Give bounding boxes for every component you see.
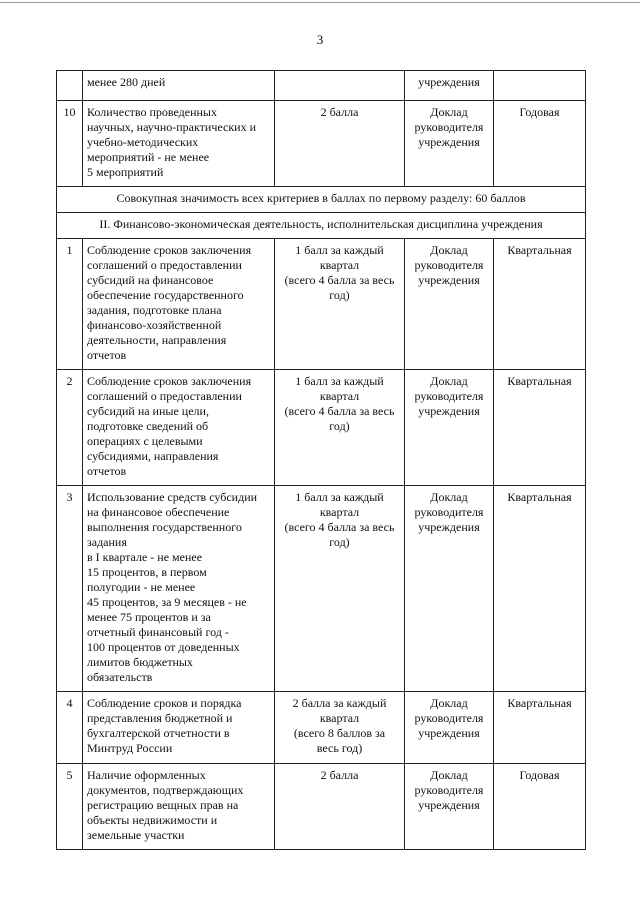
criterion-source: учреждения <box>405 71 494 101</box>
criterion-name: Соблюдение сроков заключения соглашений о предоставлении субсидий на иные цели, подготовке сведений об операциях с целевыми субсидиями, направления отчетов <box>83 370 275 486</box>
section2-title: II. Финансово-экономическая деятельность, исполнительская дисциплина учреждения <box>57 213 586 239</box>
criterion-score: 2 балла <box>275 764 405 850</box>
criterion-source: Доклад руководителя учреждения <box>405 239 494 370</box>
section1-total: Совокупная значимость всех критериев в баллах по первому разделу: 60 баллов <box>57 187 586 213</box>
row-number: 10 <box>57 101 83 187</box>
criterion-source: Доклад руководителя учреждения <box>405 486 494 692</box>
criterion-period: Квартальная <box>494 486 586 692</box>
table-row <box>57 692 586 764</box>
criterion-period: Годовая <box>494 764 586 850</box>
criterion-name: Соблюдение сроков и порядка представления бюджетной и бухгалтерской отчетности в Минтруд России <box>83 692 275 764</box>
criterion-period <box>494 71 586 101</box>
criteria-table <box>56 70 586 850</box>
row-number: 3 <box>57 486 83 692</box>
criterion-source: Доклад руководителя учреждения <box>405 764 494 850</box>
criterion-score: 1 балл за каждый квартал (всего 4 балла за весь год) <box>275 486 405 692</box>
table-row <box>57 239 586 370</box>
top-rule <box>0 2 640 3</box>
table-row <box>57 486 586 692</box>
criterion-name: Количество проведенных научных, научно-практических и учебно-методических мероприятий - не менее 5 мероприятий <box>83 101 275 187</box>
criterion-period: Годовая <box>494 101 586 187</box>
criterion-name: Наличие оформленных документов, подтверждающих регистрацию вещных прав на объекты недвижимости и земельные участки <box>83 764 275 850</box>
criterion-score: 1 балл за каждый квартал (всего 4 балла за весь год) <box>275 239 405 370</box>
criterion-name: менее 280 дней <box>83 71 275 101</box>
criterion-source: Доклад руководителя учреждения <box>405 101 494 187</box>
row-number: 5 <box>57 764 83 850</box>
table-row <box>57 370 586 486</box>
criterion-score <box>275 71 405 101</box>
criterion-period: Квартальная <box>494 239 586 370</box>
criterion-source: Доклад руководителя учреждения <box>405 692 494 764</box>
table-row <box>57 101 586 187</box>
criterion-score: 2 балла за каждый квартал (всего 8 баллов за весь год) <box>275 692 405 764</box>
row-number: 4 <box>57 692 83 764</box>
criterion-name: Использование средств субсидии на финансовое обеспечение выполнения государственного задания в I квартале - не менее 15 процентов, в первом полугодии - не менее 45 процентов, за 9 месяцев - не менее 75 процентов и за отчетный финансовый год - 100 процентов от доведенных лимитов бюджетных обязательств <box>83 486 275 692</box>
criterion-score: 2 балла <box>275 101 405 187</box>
page-number: 3 <box>316 32 324 47</box>
row-number: 1 <box>57 239 83 370</box>
row-number: 2 <box>57 370 83 486</box>
criterion-name: Соблюдение сроков заключения соглашений о предоставлении субсидий на финансовое обеспечение государственного задания, подготовке плана финансово-хозяйственной деятельности, направления отчетов <box>83 239 275 370</box>
criterion-score: 1 балл за каждый квартал (всего 4 балла за весь год) <box>275 370 405 486</box>
criterion-source: Доклад руководителя учреждения <box>405 370 494 486</box>
section-total-row <box>57 187 586 213</box>
section-title-row <box>57 213 586 239</box>
table-row <box>57 764 586 850</box>
criterion-period: Квартальная <box>494 370 586 486</box>
criterion-period: Квартальная <box>494 692 586 764</box>
table-row <box>57 71 586 101</box>
row-number <box>57 71 83 101</box>
